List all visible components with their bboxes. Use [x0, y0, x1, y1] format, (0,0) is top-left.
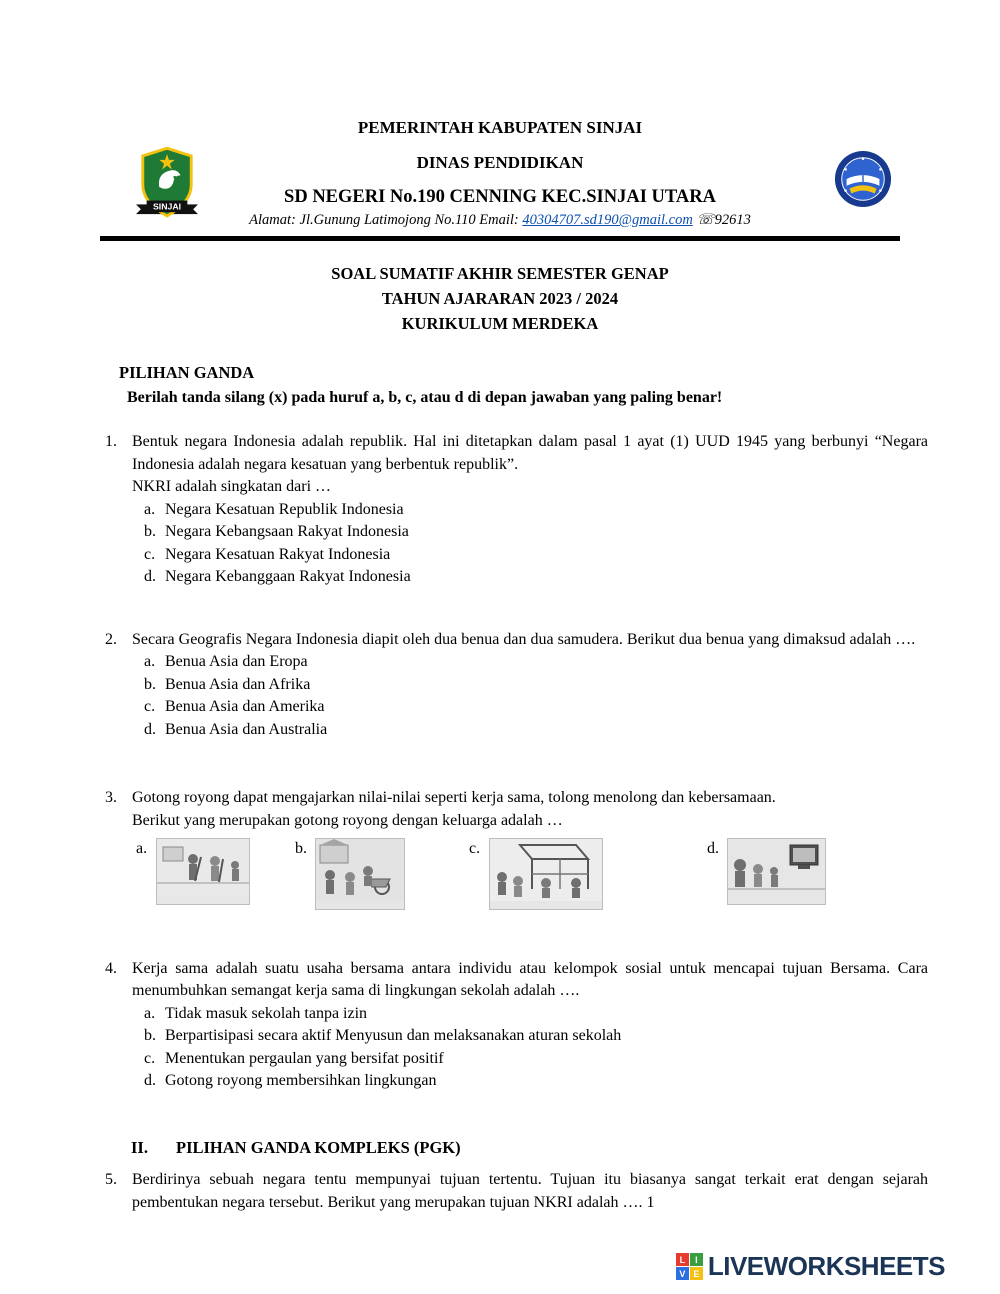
question-4	[105, 958, 928, 1093]
question-4-number: 4.	[105, 959, 117, 977]
q4-option-b	[144, 1025, 928, 1048]
q4-option-c-letter: c.	[144, 1049, 156, 1067]
section1-heading: PILIHAN GANDA	[119, 363, 255, 382]
question-5	[105, 1169, 928, 1214]
question-3-text2: Berikut yang merupakan gotong royong dengan keluarga adalah …	[132, 811, 563, 829]
question-3-number: 3.	[105, 789, 117, 806]
q3-image-family-watching-tv-together	[727, 838, 826, 905]
q2-option-c-letter: c.	[144, 698, 156, 715]
exam-title-line3: KURIKULUM MERDEKA	[401, 314, 599, 333]
q4-option-b-letter: b.	[144, 1027, 156, 1044]
question-3-image-options	[136, 838, 928, 910]
q4-option-d-letter: d.	[144, 1072, 156, 1089]
question-4-text: Kerja sama adalah suatu usaha bersama antara individu atau kelompok sosial untuk mencapai tujuan Bersama. Cara menumbuhkan semangat kerja sama di lingkungan sekolah adalah ….	[132, 959, 928, 999]
tile-letter-l: L	[676, 1253, 689, 1266]
q2-option-b-letter: b.	[144, 675, 156, 693]
email-link[interactable]: 40304707.sd190@gmail.com	[522, 212, 693, 228]
exam-title-line1: SOAL SUMATIF AKHIR SEMESTER GENAP	[331, 264, 669, 283]
question-1-text: Bentuk negara Indonesia adalah republik. Hal ini ditetapkan dalam pasal 1 ayat (1) UUD 1945 yang berbunyi “Negara Indonesia adalah negara kesatuan yang berbentuk republik”.	[132, 433, 928, 473]
liveworksheets-wordmark: LIVEWORKSHEETS	[707, 1251, 945, 1281]
tile-letter-e: E	[690, 1267, 703, 1280]
q2-option-a-letter: a.	[144, 653, 156, 670]
blue-emblem-icon	[834, 150, 892, 208]
q2-option-d-letter: d.	[144, 720, 156, 738]
letterhead	[0, 0, 1000, 229]
question-1-number: 1.	[105, 433, 117, 450]
government-name: PEMERINTAH KABUPATEN SINJAI	[357, 118, 643, 137]
q3-option-b-letter: b.	[295, 840, 307, 857]
q4-option-a	[144, 1003, 928, 1026]
q4-option-a-text: Tidak masuk sekolah tanpa izin	[165, 1004, 368, 1022]
q4-option-c	[144, 1048, 928, 1071]
q1-option-c-letter: c.	[144, 545, 156, 563]
q4-option-d-text: Gotong royong membersihkan lingkungan	[165, 1072, 437, 1089]
q3-option-a	[136, 838, 250, 905]
sinjai-regency-crest-logo	[136, 146, 198, 231]
section2-numeral: II.	[131, 1137, 148, 1157]
q4-option-d	[144, 1070, 928, 1093]
question-3	[105, 787, 928, 910]
q2-option-c-text: Benua Asia dan Amerika	[165, 698, 325, 715]
q2-option-a	[144, 651, 928, 674]
q3-image-villagers-building-house-frame	[489, 838, 603, 910]
q1-option-d-text: Negara Kebanggaan Rakyat Indonesia	[165, 568, 411, 585]
phone-icon: ☏	[696, 212, 715, 228]
q2-option-b-text: Benua Asia dan Afrika	[165, 675, 311, 693]
question-2	[105, 629, 928, 742]
q2-option-d	[144, 719, 928, 742]
q1-option-b-letter: b.	[144, 523, 156, 540]
exam-content	[0, 362, 1000, 1214]
question-2-number: 2.	[105, 630, 117, 648]
q2-option-d-text: Benua Asia dan Australia	[165, 720, 328, 738]
question-1-options	[144, 499, 928, 589]
question-2-text: Secara Geografis Negara Indonesia diapit oleh dua benua dan dua samudera. Berikut dua benua yang dimaksud adalah ….	[132, 630, 916, 648]
q1-option-c-text: Negara Kesatuan Rakyat Indonesia	[165, 545, 391, 563]
section2-heading: PILIHAN GANDA KOMPLEKS (PGK)	[176, 1137, 461, 1157]
q1-option-d	[144, 566, 928, 589]
tile-letter-v: V	[676, 1267, 689, 1280]
q4-option-c-text: Menentukan pergaulan yang bersifat positif	[165, 1049, 444, 1067]
question-5-text: Berdirinya sebuah negara tentu mempunyai tujuan tertentu. Tujuan itu biasanya sangat terkait erat dengan sejarah pembentukan negara tersebut. Berikut yang merupakan tujuan NKRI adalah …. 1	[132, 1171, 928, 1211]
question-1-text2: NKRI adalah singkatan dari …	[132, 478, 332, 495]
sinjai-banner-text: SINJAI	[152, 201, 182, 212]
sinjai-crest-icon	[136, 146, 198, 226]
q1-option-c	[144, 544, 928, 567]
tile-letter-i: I	[690, 1253, 703, 1266]
q2-option-a-text: Benua Asia dan Eropa	[165, 653, 308, 670]
q3-image-children-cleaning-classroom	[156, 838, 250, 905]
q4-option-a-letter: a.	[144, 1004, 156, 1022]
q1-option-d-letter: d.	[144, 568, 156, 585]
school-emblem-logo	[834, 150, 892, 213]
department-name: DINAS PENDIDIKAN	[416, 153, 584, 172]
phone-number: 92613	[714, 212, 751, 228]
q3-option-c	[469, 838, 603, 910]
question-1	[105, 431, 928, 589]
school-name: SD NEGERI No.190 CENNING KEC.SINJAI UTARA	[284, 187, 716, 207]
q1-option-a-text: Negara Kesatuan Republik Indonesia	[165, 500, 404, 518]
header-divider	[100, 236, 900, 241]
q3-option-c-letter: c.	[469, 840, 481, 857]
question-3-text: Gotong royong dapat mengajarkan nilai-nilai seperti kerja sama, tolong menolong dan kebersamaan.	[132, 789, 776, 806]
q3-image-family-cleaning-yard	[315, 838, 405, 910]
section1-instruction: Berilah tanda silang (x) pada huruf a, b, c, atau d di depan jawaban yang paling benar!	[127, 388, 723, 406]
question-4-options	[144, 1003, 928, 1093]
section2-heading-row	[105, 1137, 928, 1160]
liveworksheets-brand[interactable]	[676, 1251, 945, 1282]
exam-title-line2: TAHUN AJARARAN 2023 / 2024	[381, 289, 619, 308]
liveworksheets-tiles-icon	[676, 1253, 703, 1280]
q1-option-b	[144, 521, 928, 544]
q3-option-d	[707, 838, 826, 905]
q1-option-a	[144, 499, 928, 522]
q3-option-a-letter: a.	[136, 840, 148, 857]
q3-option-b	[295, 838, 405, 910]
q1-option-a-letter: a.	[144, 500, 156, 518]
question-5-number: 5.	[105, 1171, 117, 1188]
q1-option-b-text: Negara Kebangsaan Rakyat Indonesia	[165, 523, 409, 540]
address-text: Alamat: Jl.Gunung Latimojong No.110 Email:	[249, 212, 523, 228]
q3-option-d-letter: d.	[707, 840, 719, 857]
exam-title-block	[0, 261, 1000, 336]
question-2-options	[144, 651, 928, 741]
q2-option-c	[144, 696, 928, 719]
q2-option-b	[144, 674, 928, 697]
q4-option-b-text: Berpartisipasi secara aktif Menyusun dan melaksanakan aturan sekolah	[165, 1027, 622, 1044]
